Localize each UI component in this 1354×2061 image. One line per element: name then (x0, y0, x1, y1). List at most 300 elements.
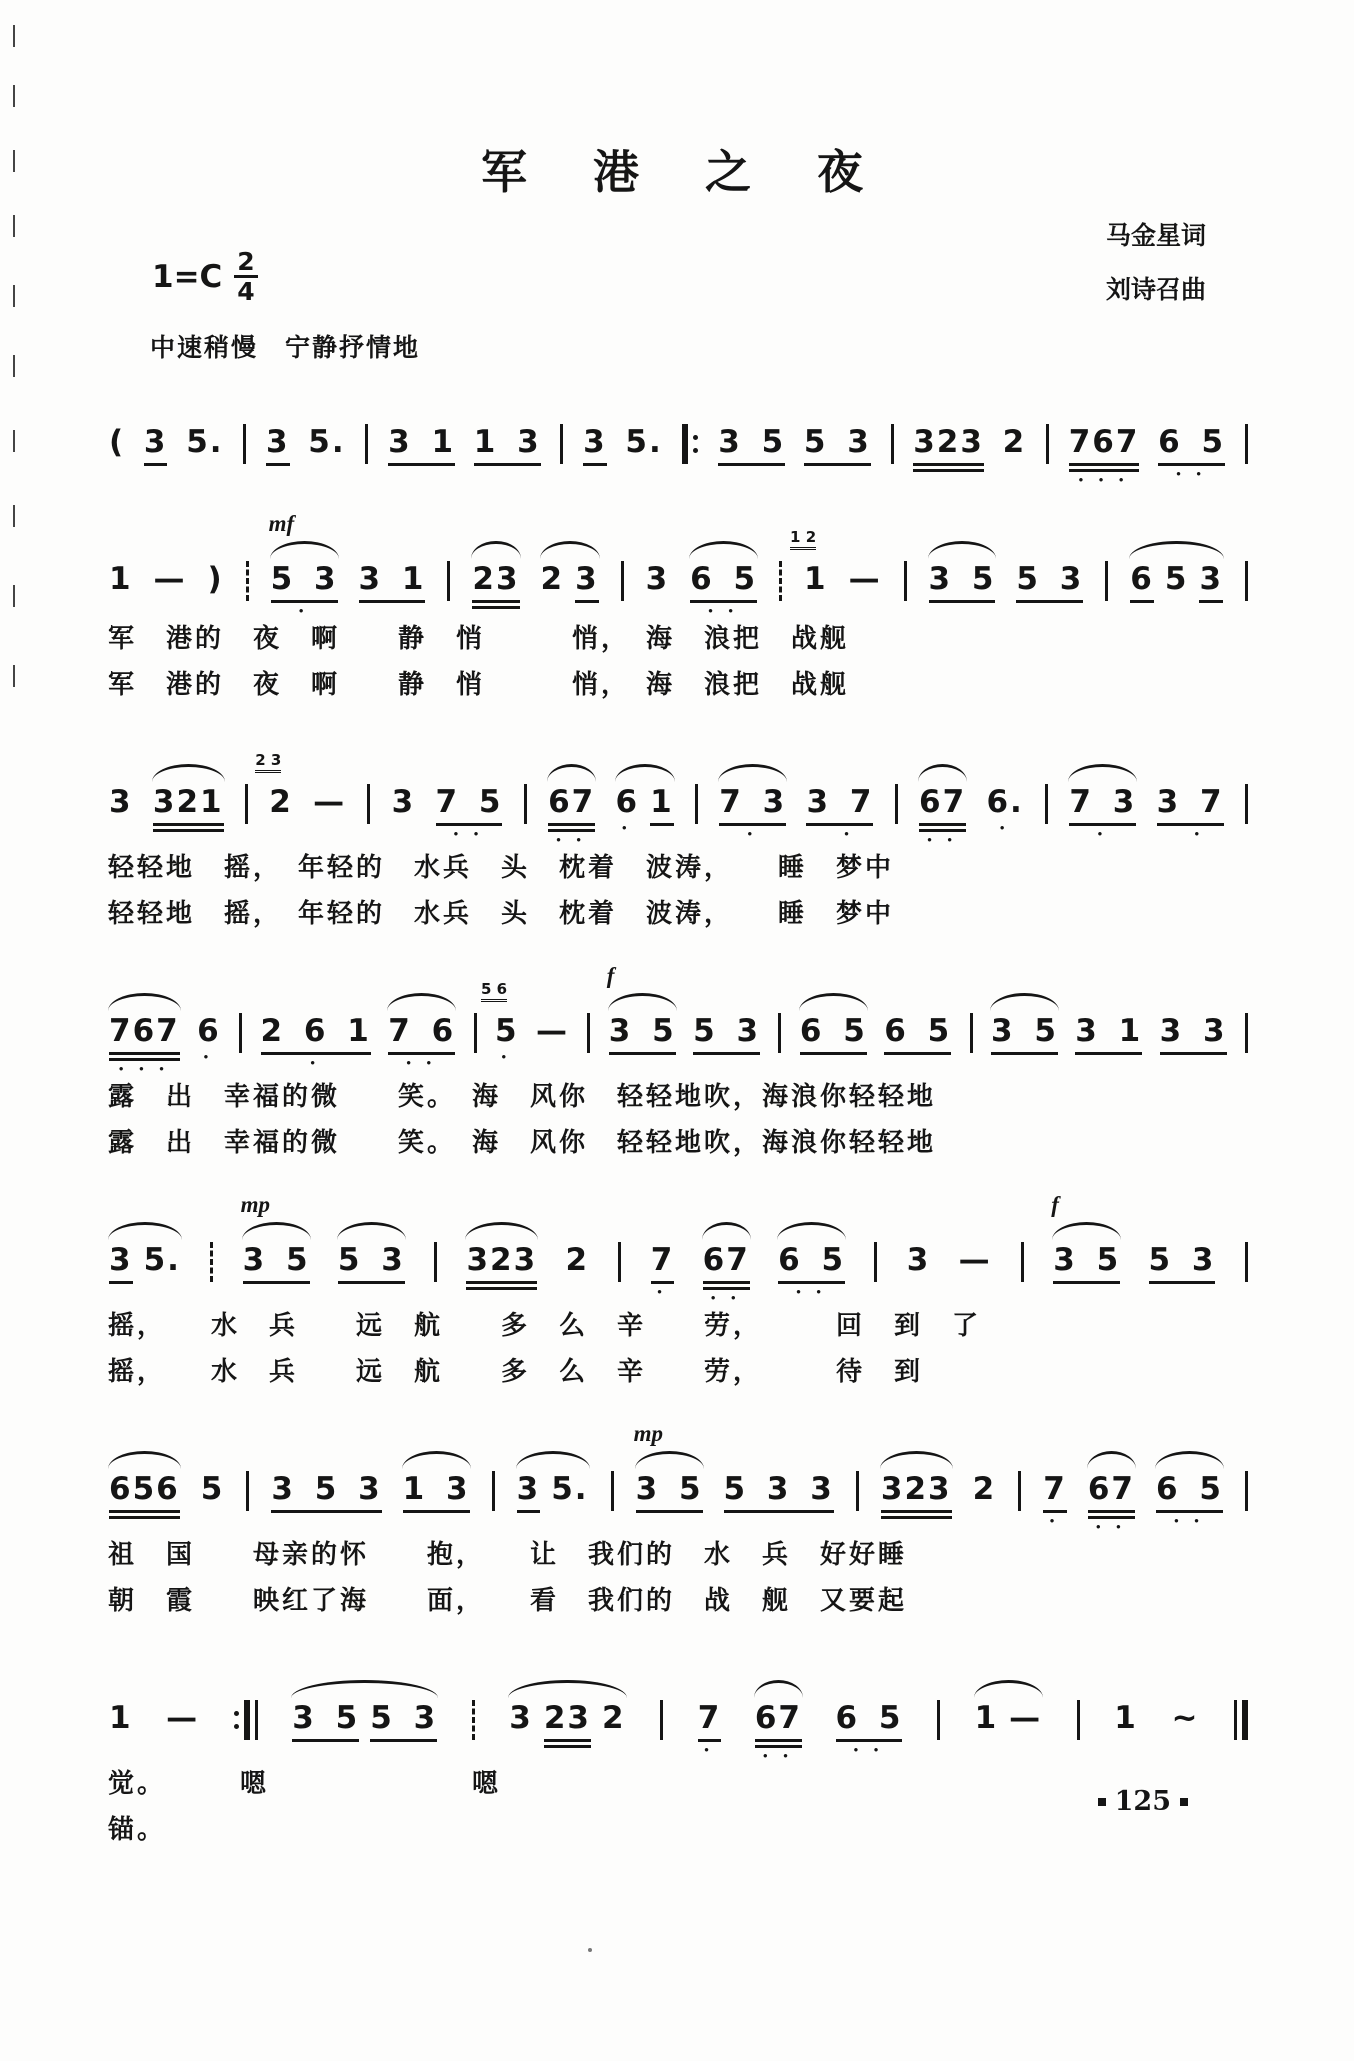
beam-line (548, 823, 595, 826)
note-group (959, 1242, 992, 1278)
barline (587, 1013, 590, 1053)
beam-line (693, 1052, 760, 1055)
key-label: 1=C (152, 258, 223, 295)
octave-dots: • • (406, 1055, 438, 1070)
barline (1045, 784, 1048, 824)
barline (874, 1242, 877, 1282)
note-numbers: — (958, 1242, 992, 1278)
octave-dots: • (501, 1049, 513, 1064)
beam-line (144, 463, 168, 466)
scan-artifacts (13, 0, 17, 900)
tempo-marking: 中速稍慢 宁静抒情地 (150, 335, 421, 362)
note-numbers: 3 (645, 561, 670, 597)
note-numbers: 3 1 (358, 561, 426, 597)
barline (1018, 1471, 1021, 1511)
note-group (548, 784, 595, 845)
beam-line (517, 1510, 541, 1513)
octave-dots: • (622, 820, 633, 835)
note-numbers: 67 (1087, 1471, 1135, 1507)
note-numbers: 1 3 (402, 1471, 470, 1507)
slur-arc (689, 541, 758, 559)
lyric-line-1: 军 港的 夜 啊 静 悄 悄， 海 浪把 战舰 (108, 624, 850, 653)
beam-line (724, 1510, 834, 1513)
octave-dots: • (999, 820, 1011, 835)
note-group (973, 1471, 997, 1507)
note-numbers: 3 5 (1053, 1242, 1121, 1278)
barline (1021, 1242, 1024, 1282)
note-group (1114, 1700, 1138, 1736)
beam-line (153, 829, 224, 832)
lyric-line-2: 朝 霞 映红了海 面， 看 我们的 战 舰 又要起 (108, 1586, 908, 1615)
octave-dots: • (1097, 826, 1109, 841)
slur-arc (540, 541, 600, 559)
beam-line (109, 1281, 133, 1284)
note-numbers: 5 3 (693, 1013, 761, 1049)
note-numbers: 2 (601, 1700, 626, 1736)
note-numbers: 3 5 3 (271, 1471, 382, 1507)
octave-dots: • • (763, 1748, 794, 1763)
note-numbers: 5 3 (1148, 1242, 1216, 1278)
note-numbers: 5 3 (270, 561, 338, 597)
note-group (153, 784, 224, 832)
barline (1245, 424, 1248, 464)
music-system-3 (106, 732, 1252, 937)
note-group (646, 561, 670, 597)
slur-arc (471, 541, 520, 559)
slur-arc (108, 1451, 181, 1469)
beam-line (153, 823, 224, 826)
beam-line (109, 1052, 180, 1055)
note-group (703, 1242, 750, 1303)
note-group (755, 1700, 802, 1761)
note-numbers: 1 (109, 561, 133, 597)
note-group (268, 511, 338, 618)
scan-dash (13, 430, 15, 452)
note-numbers: 5 3 (1016, 561, 1084, 597)
barline (1077, 1700, 1080, 1740)
dynamic-marking: mf (268, 511, 295, 536)
slur-arc (1155, 1451, 1224, 1469)
note-group (186, 424, 223, 460)
note-group (509, 1700, 625, 1748)
lyric-line-1: 祖 国 母亲的怀 抱， 让 我们的 水 兵 好好睡 (108, 1540, 908, 1569)
note-group (436, 784, 503, 839)
note-numbers: 1 (650, 784, 674, 820)
beam-line (403, 1510, 470, 1513)
note-numbers: 7 6 (388, 1013, 456, 1049)
slur-arc (777, 1222, 846, 1240)
note-group (907, 1242, 931, 1278)
note-numbers: — (313, 784, 347, 820)
page-number-ornament-left (1098, 1798, 1106, 1806)
grace-notes: 1 2 (790, 529, 816, 550)
composer-credit: 刘诗召曲 (1105, 277, 1206, 304)
beam-line (881, 1516, 952, 1519)
beam-line (913, 463, 984, 466)
note-group (313, 784, 346, 820)
lyric-line-1: 露 出 幸福的微 笑。 海 风你 轻轻地吹，海浪你轻轻地 (108, 1082, 937, 1111)
barline (367, 784, 370, 824)
note-group (1130, 561, 1223, 603)
note-numbers: ) (207, 561, 224, 597)
note-numbers: — (153, 561, 187, 597)
beam-line (636, 1510, 703, 1513)
beam-line (1160, 1052, 1227, 1055)
octave-dots: • • (453, 826, 485, 841)
note-group (541, 561, 599, 603)
octave-dots: • (310, 1055, 321, 1070)
barline (621, 561, 624, 601)
barline (937, 1700, 940, 1740)
octave-dots: • (747, 826, 758, 841)
slur-arc (291, 1680, 438, 1698)
octave-dots: • • (796, 1284, 827, 1299)
beam-line (472, 600, 519, 603)
octave-dots: • (203, 1049, 215, 1064)
note-numbers: 3 (906, 1242, 931, 1278)
note-group (986, 784, 1023, 833)
note-numbers: 3 (1199, 561, 1224, 597)
note-group (1016, 561, 1083, 603)
slur-arc (1052, 1222, 1121, 1240)
beam-line (271, 1510, 381, 1513)
scan-dash (13, 85, 15, 107)
barline (524, 784, 527, 824)
note-numbers: 67 (548, 784, 596, 820)
barline (1105, 561, 1108, 601)
note-numbers: 5. (625, 424, 663, 460)
beam-line (703, 1281, 750, 1284)
note-group (1149, 1242, 1216, 1284)
note-numbers: 5. (143, 1242, 181, 1278)
note-numbers: 1 (1114, 1700, 1138, 1736)
note-numbers: 3 5 (718, 424, 786, 460)
song-title: 军 港 之 夜 (481, 147, 873, 198)
note-numbers: 6 (615, 784, 640, 820)
barline (970, 1013, 973, 1053)
beam-line (109, 1510, 180, 1513)
note-group (261, 1013, 371, 1068)
octave-dots: • • (556, 832, 587, 847)
slur-arc (108, 993, 181, 1011)
note-group (778, 1242, 845, 1297)
octave-dots: • • (1096, 1519, 1127, 1534)
beam-line (884, 1052, 951, 1055)
meter-numerator: 2 (237, 247, 255, 276)
note-group (724, 1471, 834, 1513)
note-numbers: 3 5 (608, 1013, 676, 1049)
note-group (388, 1013, 455, 1068)
note-numbers: 3 7 (1156, 784, 1224, 820)
lyric-line-2: 轻轻地 摇， 年轻的 水兵 头 枕着 波涛， 睡 梦中 (108, 899, 895, 928)
scan-dash (13, 355, 15, 377)
note-numbers: 2 (269, 784, 293, 820)
slur-arc (635, 1451, 704, 1469)
slur-arc (615, 764, 675, 782)
note-group (359, 561, 426, 603)
note-numbers: 323 (880, 1471, 952, 1507)
barline (1046, 424, 1049, 464)
note-numbers: 2 6 1 (260, 1013, 371, 1049)
note-group (240, 1192, 310, 1284)
barline (856, 1471, 859, 1511)
note-numbers: 5 3 (370, 1700, 438, 1736)
octave-dots: • • (1174, 1513, 1205, 1528)
note-group (633, 1421, 703, 1513)
barline (1245, 1471, 1248, 1511)
dynamic-marking: mp (240, 1192, 270, 1217)
beam-line (919, 823, 966, 826)
barline (778, 1013, 781, 1053)
barline (474, 1013, 477, 1053)
slur-arc (1087, 1451, 1136, 1469)
grace-notes: 5 6 (481, 981, 507, 1002)
beam-line (1199, 600, 1223, 603)
beam-line (466, 1287, 537, 1290)
slur-arc (508, 1680, 626, 1698)
note-numbers: — (1009, 1700, 1043, 1736)
beam-line (1016, 600, 1083, 603)
note-numbers: 5 3 3 (723, 1471, 834, 1507)
barline (560, 424, 563, 464)
note-numbers: 67 (919, 784, 967, 820)
slur-arc (337, 1222, 406, 1240)
barline (245, 784, 248, 824)
note-group (1069, 784, 1136, 839)
octave-dots: • (825, 826, 855, 841)
note-group (625, 424, 662, 460)
note-group (208, 561, 224, 597)
notes-row (106, 509, 1252, 616)
barline (243, 424, 246, 464)
beam-line (929, 600, 996, 603)
beam-line (804, 463, 871, 466)
barline (660, 1700, 663, 1740)
note-group (109, 1013, 180, 1074)
slur-arc (1129, 541, 1224, 559)
beam-line (1075, 1052, 1142, 1055)
key-signature (152, 248, 258, 305)
scan-dash (13, 505, 15, 527)
note-group (913, 424, 984, 472)
beam-line (472, 606, 519, 609)
time-signature (234, 248, 257, 305)
note-group (109, 424, 125, 460)
note-group (472, 561, 519, 609)
note-group (806, 784, 873, 839)
dynamic-marking: f (606, 963, 615, 988)
note-numbers: 3 (109, 1242, 133, 1278)
note-numbers: 6 5 (799, 1013, 867, 1049)
note-numbers: 1 (804, 561, 828, 597)
slur-arc (928, 541, 997, 559)
beam-line (544, 1745, 591, 1748)
note-group (1043, 1471, 1067, 1526)
barline (1245, 1242, 1248, 1282)
beam-line (1069, 463, 1140, 466)
notes-row (106, 961, 1252, 1074)
lyric-line-2: 露 出 幸福的微 笑。 海 风你 轻轻地吹，海浪你轻轻地 (108, 1128, 937, 1157)
note-numbers: 6 5 (690, 561, 758, 597)
note-numbers: 3 (583, 424, 607, 460)
note-numbers: 3 7 (806, 784, 874, 820)
beam-line (583, 463, 607, 466)
barline (492, 1471, 495, 1511)
note-numbers: 6 5 (835, 1700, 903, 1736)
note-numbers: 3 (143, 424, 168, 460)
note-numbers: 6. (986, 784, 1024, 820)
notes-row (106, 1190, 1252, 1303)
barline (891, 424, 894, 464)
note-group (144, 424, 168, 466)
note-group (693, 1013, 760, 1055)
note-numbers: 656 (109, 1471, 180, 1507)
note-numbers: 67 (754, 1700, 802, 1736)
note-group (849, 561, 882, 597)
note-numbers: 7 3 (1069, 784, 1137, 820)
note-numbers: — (535, 1013, 569, 1049)
beam-line (609, 1052, 676, 1055)
barline (895, 784, 898, 824)
lyric-line-2: 军 港的 夜 啊 静 悄 悄， 海 浪把 战舰 (108, 670, 850, 699)
beam-line (881, 1510, 952, 1513)
barline (365, 424, 368, 464)
end-repeat-barline (234, 1700, 258, 1740)
octave-dots: • (704, 1742, 715, 1757)
lyric-line-1: 摇， 水 兵 远 航 多 么 辛 劳， 回 到 了 (108, 1311, 982, 1340)
beam-line (243, 1281, 310, 1284)
note-numbers: 7 (1043, 1471, 1067, 1507)
note-numbers: 1 3 (473, 424, 541, 460)
note-group (403, 1471, 470, 1513)
octave-dots: • (657, 1284, 668, 1299)
note-numbers: 321 (152, 784, 224, 820)
slur-arc (108, 1222, 182, 1240)
scan-dash (13, 215, 15, 237)
octave-dots: • • (927, 832, 958, 847)
barline (1245, 784, 1248, 824)
note-group (388, 424, 455, 466)
note-group (109, 1471, 180, 1519)
beam-line (388, 463, 455, 466)
note-group (790, 528, 828, 597)
note-group (616, 784, 674, 833)
meter-denominator: 4 (234, 275, 257, 305)
page-number-ornament-right (1180, 1798, 1188, 1806)
note-numbers: 2 (1002, 424, 1027, 460)
note-group (517, 1471, 589, 1513)
note-group (881, 1471, 952, 1519)
note-group (1171, 1700, 1199, 1736)
beam-line (913, 469, 984, 472)
note-numbers: 1 (974, 1700, 999, 1736)
barline (904, 561, 907, 601)
note-numbers: ~ (1171, 1700, 1200, 1736)
slur-arc (547, 764, 596, 782)
note-group (166, 1700, 199, 1736)
note-group (480, 980, 519, 1064)
note-numbers: 1 (109, 1700, 133, 1736)
note-numbers: 5. (551, 1471, 589, 1507)
note-numbers: 6 5 (1158, 424, 1226, 460)
scan-speck (588, 1948, 592, 1952)
slur-arc (270, 541, 339, 559)
octave-dots: • • (708, 603, 739, 618)
note-group (719, 784, 786, 839)
lyric-line-2: 锚。 (108, 1815, 167, 1844)
note-numbers: ( (109, 424, 126, 460)
score (106, 372, 1252, 1877)
note-group (197, 1013, 221, 1062)
dynamic-marking: mp (633, 1421, 663, 1446)
notes-row (106, 1648, 1252, 1761)
note-numbers: 3 1 (388, 424, 456, 460)
note-group (1069, 424, 1140, 485)
note-group (338, 1242, 405, 1284)
note-numbers: 3 3 (1159, 1013, 1227, 1049)
final-barline (1234, 1700, 1248, 1740)
octave-dots: • • (1176, 466, 1207, 481)
music-system-4 (106, 961, 1252, 1166)
slur-arc (387, 993, 456, 1011)
scan-dash (13, 585, 15, 607)
music-system-6 (106, 1419, 1252, 1624)
note-group (466, 1242, 537, 1290)
barline (239, 1013, 242, 1053)
barline (779, 561, 782, 601)
note-group (884, 1013, 951, 1055)
note-numbers: 7 5 (435, 784, 503, 820)
octave-dots: • • • (118, 1061, 170, 1076)
lyric-line-1: 轻轻地 摇， 年轻的 水兵 头 枕着 波涛， 睡 梦中 (108, 853, 895, 882)
note-group (1075, 1013, 1142, 1055)
notes-row (106, 1419, 1252, 1532)
note-numbers: 3 (509, 1700, 533, 1736)
note-group (109, 1242, 181, 1284)
beam-line (109, 1516, 180, 1519)
barline (695, 784, 698, 824)
slur-arc (465, 1222, 538, 1240)
note-numbers: 3 5 (635, 1471, 703, 1507)
music-system-2 (106, 509, 1252, 708)
note-numbers: 323 (913, 424, 984, 460)
note-numbers: 7 3 (719, 784, 787, 820)
note-group (154, 561, 187, 597)
note-numbers: 323 (466, 1242, 538, 1278)
octave-dots: • • (853, 1742, 885, 1757)
beam-line (718, 463, 785, 466)
beam-line (544, 1739, 591, 1742)
slur-arc (402, 1451, 471, 1469)
barline (1245, 1013, 1248, 1053)
note-numbers: 3 (391, 784, 416, 820)
barline (246, 1471, 249, 1511)
slur-arc (1068, 764, 1137, 782)
note-numbers: 67 (702, 1242, 750, 1278)
beam-line (575, 600, 599, 603)
notes-row (106, 372, 1252, 485)
note-group (255, 751, 293, 820)
barline (1245, 561, 1248, 601)
note-group (1088, 1471, 1135, 1532)
barline (472, 1700, 475, 1740)
note-group (271, 1471, 381, 1513)
notes-row (106, 732, 1252, 845)
octave-dots: • • • (1078, 472, 1130, 487)
note-numbers: 2 (972, 1471, 997, 1507)
note-group (698, 1700, 722, 1755)
note-numbers: 7 (650, 1242, 675, 1278)
